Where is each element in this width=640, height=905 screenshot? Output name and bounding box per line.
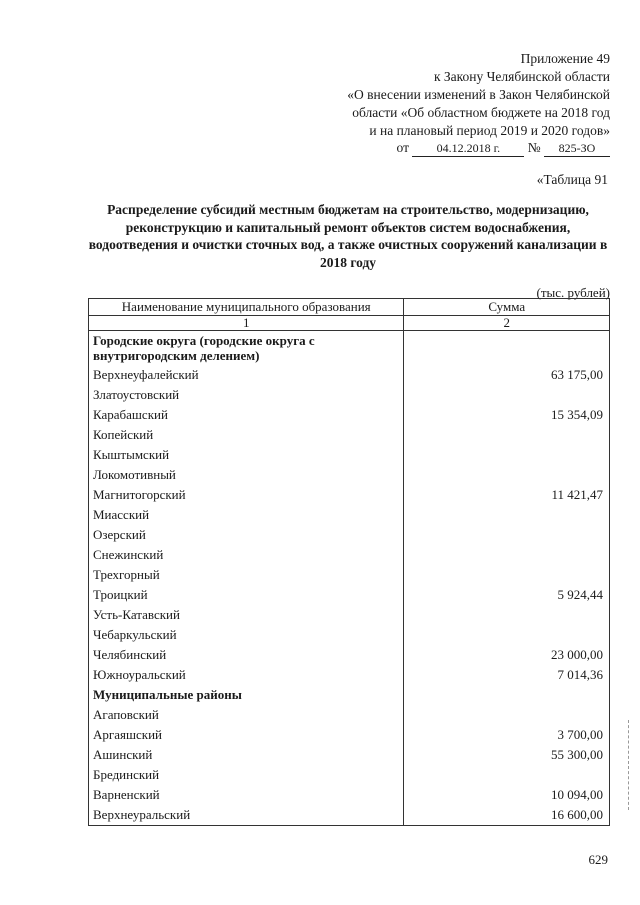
- subsidy-amount: [404, 545, 610, 565]
- appendix-line: области «Об областном бюджете на 2018 год: [352, 105, 610, 120]
- municipality-name: Карабашский: [89, 405, 404, 425]
- municipality-name: Троицкий: [89, 585, 404, 605]
- table-row: [89, 765, 610, 785]
- subsidy-amount: 55 300,00: [404, 745, 610, 765]
- table-row: [89, 725, 610, 745]
- table-label: «Таблица 91: [536, 172, 608, 187]
- subsidy-amount: 23 000,00: [404, 645, 610, 665]
- municipality-name: Снежинский: [89, 545, 404, 565]
- subsidy-amount: 5 924,44: [404, 585, 610, 605]
- table-row: [89, 505, 610, 525]
- appendix-line: «О внесении изменений в Закон Челябинской: [347, 87, 610, 102]
- municipality-name: Трехгорный: [89, 565, 404, 585]
- table-row: [89, 705, 610, 725]
- table-row: [89, 585, 610, 605]
- law-number: 825-ЗО: [544, 141, 610, 157]
- appendix-header: [347, 50, 610, 140]
- subsidy-amount: 16 600,00: [404, 805, 610, 826]
- appendix-line: к Закону Челябинской области: [433, 69, 610, 84]
- municipality-name: Городские округа (городские округа с внутригородским делением): [89, 331, 404, 366]
- scan-edge-mark: [628, 720, 630, 810]
- page-number: 629: [588, 852, 608, 867]
- table-group-row: [89, 685, 610, 705]
- subsidy-amount: 7 014,36: [404, 665, 610, 685]
- table-row: [89, 785, 610, 805]
- table-row: [89, 365, 610, 385]
- municipality-name: Миасский: [89, 505, 404, 525]
- municipality-name: Варненский: [89, 785, 404, 805]
- municipality-name: Челябинский: [89, 645, 404, 665]
- column-header-name: Наименование муниципального образования: [89, 299, 404, 316]
- subsidy-amount: 63 175,00: [404, 365, 610, 385]
- table-row: [89, 545, 610, 565]
- table-row: [89, 405, 610, 425]
- table-body: [89, 331, 610, 826]
- subsidy-amount: 15 354,09: [404, 405, 610, 425]
- subsidy-amount: [404, 525, 610, 545]
- subsidy-amount: [404, 625, 610, 645]
- municipality-name: Локомотивный: [89, 465, 404, 485]
- subsidy-amount: [404, 445, 610, 465]
- municipality-name: Магнитогорский: [89, 485, 404, 505]
- table-row: [89, 565, 610, 585]
- subsidy-amount: [404, 331, 610, 366]
- municipality-name: Муниципальные районы: [89, 685, 404, 705]
- municipality-name: Златоустовский: [89, 385, 404, 405]
- number-prefix: №: [527, 140, 541, 155]
- municipality-name: Южноуральский: [89, 665, 404, 685]
- subsidy-amount: [404, 605, 610, 625]
- municipality-name: Верхнеуфалейский: [89, 365, 404, 385]
- column-header-amount: Сумма: [404, 299, 610, 316]
- date-prefix: от: [396, 140, 409, 155]
- table-row: [89, 605, 610, 625]
- subsidy-table: [88, 298, 610, 826]
- subsidy-amount: [404, 765, 610, 785]
- subsidy-amount: [404, 565, 610, 585]
- table-row: [89, 445, 610, 465]
- subsidy-amount: 10 094,00: [404, 785, 610, 805]
- municipality-name: Верхнеуральский: [89, 805, 404, 826]
- subsidy-amount: 11 421,47: [404, 485, 610, 505]
- table-row: [89, 525, 610, 545]
- subsidy-amount: 3 700,00: [404, 725, 610, 745]
- table-row: [89, 385, 610, 405]
- subsidy-amount: [404, 505, 610, 525]
- municipality-name: Агаповский: [89, 705, 404, 725]
- unit-label: (тыс. рублей): [536, 285, 610, 300]
- law-date: 04.12.2018 г.: [412, 141, 524, 157]
- table-row: [89, 425, 610, 445]
- table-row: [89, 645, 610, 665]
- municipality-name: Кыштымский: [89, 445, 404, 465]
- subsidy-amount: [404, 425, 610, 445]
- document-title: Распределение субсидий местным бюджетам на строительство, модернизацию, реконструкцию и капитальный ремонт объектов систем водоснабжения, водоотведения и очистки сточных вод, а также очистных сооружений канализации в 2018 году: [88, 202, 608, 270]
- subsidy-amount: [404, 705, 610, 725]
- subsidy-amount: [404, 385, 610, 405]
- table-row: [89, 485, 610, 505]
- municipality-name: Аргаяшский: [89, 725, 404, 745]
- appendix-line: и на плановый период 2019 и 2020 годов»: [369, 123, 610, 138]
- appendix-line: Приложение 49: [520, 51, 610, 66]
- municipality-name: Копейский: [89, 425, 404, 445]
- table-group-row: [89, 331, 610, 366]
- law-date-line: [397, 140, 611, 157]
- municipality-name: Усть-Катавский: [89, 605, 404, 625]
- table-row: [89, 745, 610, 765]
- municipality-name: Озерский: [89, 525, 404, 545]
- subsidy-amount: [404, 685, 610, 705]
- column-number: 2: [404, 316, 610, 331]
- table-row: [89, 805, 610, 826]
- table-row: [89, 665, 610, 685]
- municipality-name: Чебаркульский: [89, 625, 404, 645]
- column-number: 1: [89, 316, 404, 331]
- municipality-name: Брединский: [89, 765, 404, 785]
- table-row: [89, 625, 610, 645]
- subsidy-amount: [404, 465, 610, 485]
- municipality-name: Ашинский: [89, 745, 404, 765]
- table-row: [89, 465, 610, 485]
